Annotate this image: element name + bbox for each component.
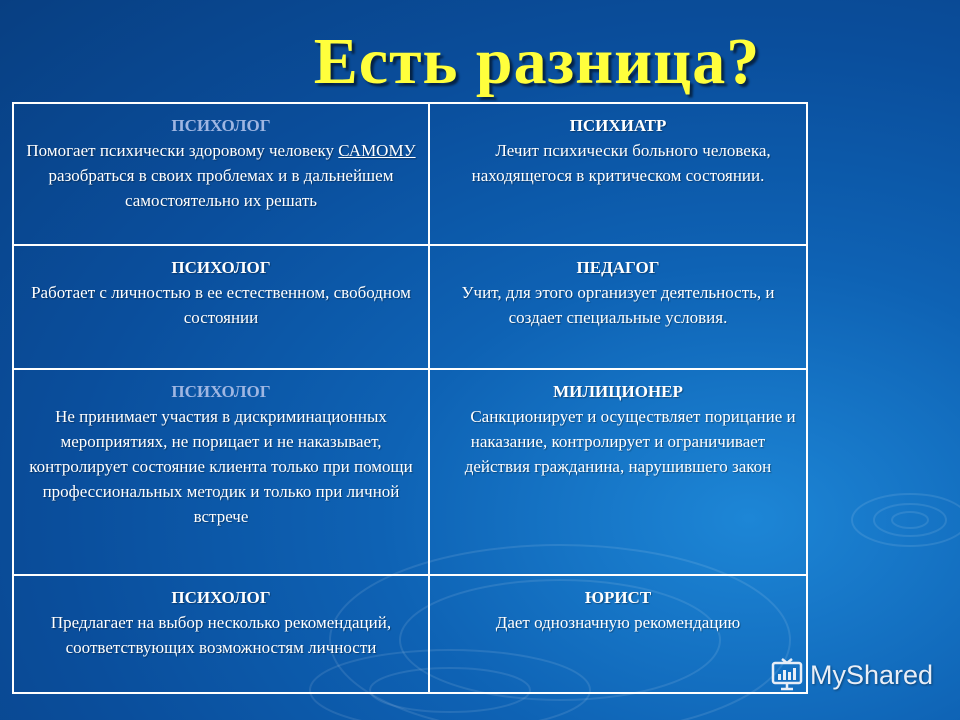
table-cell-teacher [429, 245, 807, 369]
cell-text-part: разобраться в своих проблемах и в дальнейшем самостоятельно их решать [48, 166, 394, 210]
cell-text [24, 138, 418, 217]
table-row [13, 103, 807, 245]
cell-text: Предлагает на выбор несколько рекомендаций, соответствующих возможностям личности [50, 613, 392, 657]
table-cell-psychologist [13, 245, 429, 369]
cell-text-underlined: САМОМУ [338, 141, 416, 160]
cell-heading: ПСИХОЛОГ [171, 382, 271, 401]
myshared-watermark [770, 655, 950, 695]
table-cell-psychologist [13, 369, 429, 575]
cell-heading: ЮРИСТ [584, 588, 652, 607]
cell-text: Учит, для этого организует деятельность, и создает специальные условия. [461, 283, 775, 327]
cell-heading: МИЛИЦИОНЕР [553, 382, 683, 401]
cell-heading: ПЕДАГОГ [576, 258, 660, 277]
table-cell-psychologist [13, 103, 429, 245]
table-cell-psychiatrist [429, 103, 807, 245]
cell-heading: ПСИХОЛОГ [171, 258, 271, 277]
cell-heading: ПСИХОЛОГ [171, 116, 271, 135]
comparison-table [12, 102, 808, 694]
table-cell-policeman [429, 369, 807, 575]
presentation-board-icon [770, 658, 804, 692]
slide-title: Есть разница? [313, 25, 761, 98]
cell-text: Санкционирует и осуществляет порицание и наказание, контролирует и ограничивает действия гражданина, нарушившего закон [464, 407, 796, 476]
table-row [13, 245, 807, 369]
watermark-text: MyShared [810, 659, 934, 690]
table-cell-psychologist [13, 575, 429, 693]
table-row [13, 575, 807, 693]
cell-text: Дает однозначную рекомендацию [495, 613, 741, 632]
table-cell-lawyer [429, 575, 807, 693]
cell-text: Не принимает участия в дискриминационных мероприятиях, не порицает и не наказывает, контролирует состояние клиента только при помощи профессиональных методик и только при личной встрече [29, 407, 413, 526]
cell-heading: ПСИХОЛОГ [171, 588, 271, 607]
cell-text: Работает с личностью в ее естественном, свободном состоянии [31, 283, 411, 327]
table-row [13, 369, 807, 575]
cell-text: Лечит психически больного человека, находящегося в критическом состоянии. [471, 141, 771, 185]
cell-heading: ПСИХИАТР [569, 116, 667, 135]
cell-text-part: Помогает психически здоровому человеку [26, 141, 339, 160]
